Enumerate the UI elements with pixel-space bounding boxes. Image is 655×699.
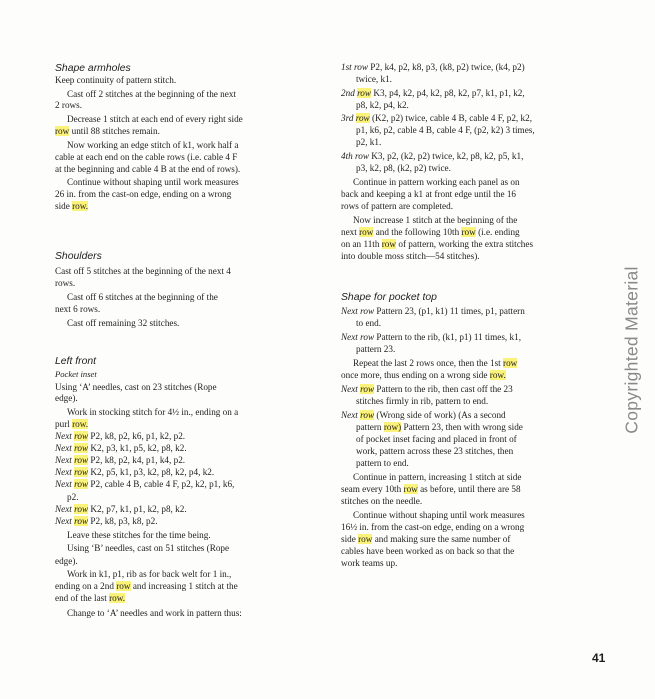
text-run: and making sure the same number of: [372, 534, 511, 544]
text-run: stitches on the needle.: [341, 496, 423, 506]
text-run: Cast off remaining 32 stitches.: [67, 318, 180, 328]
text-line: [356, 396, 488, 407]
text-line: [55, 593, 125, 604]
text-line: [356, 163, 451, 174]
text-run: back and keeping a k1 at front edge until the 16: [341, 189, 517, 199]
text-line: [341, 496, 422, 507]
text-run: Left front: [55, 356, 97, 367]
text-run: stitches firmly in rib, pattern to end.: [356, 396, 489, 406]
section-heading: [55, 63, 131, 74]
text-run: Now increase 1 stitch at the beginning of the: [353, 215, 518, 225]
text-line: [341, 88, 525, 99]
text-run: Pattern to the rib, then cast off the 23: [374, 384, 513, 394]
text-line: [356, 74, 392, 85]
text-run: edge).: [55, 556, 78, 566]
text-run: Leave these stitches for the time being.: [67, 530, 211, 540]
text-run: K3, p4, k2, p4, k2, p8, k2, p7, k1, p1, k2,: [371, 88, 525, 98]
highlighted-word: row: [357, 88, 372, 98]
text-line: [356, 422, 523, 433]
text-run: Change to ‘A’ needles and work in pattern thus:: [67, 608, 242, 618]
copyright-watermark: Copyrighted Material: [621, 266, 642, 434]
text-line: [67, 292, 218, 303]
text-line: [55, 189, 231, 200]
text-line: [55, 278, 75, 289]
text-run: purl: [55, 419, 73, 429]
text-line: [55, 382, 217, 393]
text-line: [356, 434, 517, 445]
highlighted-word: row: [461, 227, 476, 237]
text-run: Next: [341, 384, 361, 394]
highlighted-word: row: [381, 239, 397, 249]
text-run: p8, k2, p4, k2.: [356, 100, 409, 110]
text-line: [341, 484, 521, 495]
text-line: [356, 458, 409, 469]
text-line: [55, 443, 187, 454]
text-run: Using ‘A’ needles, cast on 23 stitches (Rope: [55, 382, 217, 392]
text-line: [341, 239, 533, 250]
text-line: [67, 608, 242, 619]
text-line: [353, 472, 521, 483]
text-run: Next: [55, 516, 75, 526]
text-run: Repeat the last 2 rows once, then the 1st: [353, 358, 504, 368]
text-line: [67, 407, 238, 418]
text-line: [55, 152, 237, 163]
highlighted-word: row: [74, 455, 89, 465]
highlighted-word: row: [55, 126, 70, 136]
text-run: 2nd: [341, 88, 358, 98]
text-run: of pattern, working the extra stitches: [396, 239, 534, 249]
text-run: 26 in. from the cast-on edge, ending on a wrong: [55, 189, 232, 199]
text-line: [55, 431, 185, 442]
text-run: side: [341, 534, 359, 544]
text-line: [55, 419, 88, 430]
highlighted-word: row: [74, 443, 89, 453]
text-run: pattern: [356, 422, 384, 432]
text-run: K2, p3, k1, p5, k2, p8, k2.: [88, 443, 187, 453]
text-run: K3, p2, (k2, p2) twice, k2, p8, k2, p5, k1,: [369, 151, 524, 161]
highlighted-word: row: [74, 516, 89, 526]
text-run: (i.e. ending: [475, 227, 520, 237]
highlighted-word: row: [74, 467, 89, 477]
text-run: Work in k1, p1, rib as for back welt for 1 in.,: [67, 569, 232, 579]
text-line: [356, 125, 535, 136]
text-line: [55, 75, 176, 86]
text-run: Next: [55, 443, 75, 453]
text-run: Using ‘B’ needles, cast on 51 stitches (Rope: [67, 543, 230, 553]
text-line: [55, 581, 238, 592]
text-line: [67, 318, 179, 329]
text-line: [67, 530, 211, 541]
text-run: Continue in pattern, increasing 1 stitch at side: [353, 472, 522, 482]
text-run: P2, k4, p2, k8, p3, (k8, p2) twice, (k4, p2): [367, 62, 525, 72]
text-run: Pattern to the rib, (k1, p1) 11 times, k1,: [374, 332, 521, 342]
text-run: P2, cable 4 B, cable 4 F, p2, k2, p1, k6,: [88, 479, 235, 489]
text-line: [341, 534, 510, 545]
text-run: Next: [341, 410, 361, 420]
text-line: [356, 446, 513, 457]
text-run: twice, k1.: [356, 74, 392, 84]
text-line: [341, 384, 513, 395]
text-run: Decrease 1 stitch at each end of every right side: [67, 114, 243, 124]
text-line: [55, 164, 240, 175]
text-run: of pocket inset facing and placed in front of: [356, 434, 517, 444]
text-line: [67, 492, 78, 503]
text-line: [55, 201, 88, 212]
text-run: next: [341, 227, 360, 237]
text-line: [341, 189, 516, 200]
page-number: 41: [592, 651, 606, 665]
text-run: Keep continuity of pattern stitch.: [55, 75, 177, 85]
highlighted-word: row.: [109, 593, 126, 603]
text-line: [356, 137, 381, 148]
highlighted-word: row: [360, 410, 375, 420]
text-run: Continue in pattern working each panel as on: [353, 177, 520, 187]
text-line: [55, 455, 185, 466]
text-line: [67, 569, 231, 580]
text-run: p2, k1.: [356, 137, 382, 147]
text-line: [356, 318, 381, 329]
section-heading: [55, 356, 96, 367]
text-run: Cast off 5 stitches at the beginning of the next 4: [55, 266, 231, 276]
highlighted-word: row): [383, 422, 402, 432]
text-run: Pocket inset: [55, 369, 97, 379]
text-run: on an 11th: [341, 239, 382, 249]
text-run: p3, k2, p8, (k2, p2) twice.: [356, 163, 451, 173]
text-run: and increasing 1 stitch at the: [130, 581, 238, 591]
text-run: Pattern 23, (p1, k1) 11 times, p1, pattern: [374, 306, 525, 316]
section-heading: [341, 292, 437, 303]
text-run: cables have been worked as on back so that the: [341, 546, 515, 556]
text-run: (Wrong side of work) (As a second: [374, 410, 506, 420]
text-run: Next: [55, 455, 75, 465]
text-run: Now working an edge stitch of k1, work half a: [67, 140, 239, 150]
text-line: [341, 522, 524, 533]
highlighted-word: row: [74, 479, 89, 489]
text-line: [55, 516, 158, 527]
text-run: to end.: [356, 318, 382, 328]
text-run: end of the last: [55, 593, 110, 603]
text-run: next 6 rows.: [55, 304, 101, 314]
text-line: [55, 100, 82, 111]
text-line: [55, 393, 78, 404]
text-run: cable at each end on the cable rows (i.e. cable 4 F: [55, 152, 238, 162]
text-run: into double moss stitch—54 stitches).: [341, 251, 480, 261]
text-line: [356, 100, 409, 111]
text-run: p1, k6, p2, cable 4 B, cable 4 F, (p2, k2) 3 times,: [356, 125, 535, 135]
text-run: Next row: [341, 332, 375, 342]
subsection-heading: [55, 369, 97, 380]
text-line: [353, 215, 517, 226]
text-run: Cast off 6 stitches at the beginning of the: [67, 292, 218, 302]
text-run: Next: [55, 504, 75, 514]
highlighted-word: row: [74, 431, 89, 441]
text-line: [341, 558, 397, 569]
text-run: Next row: [341, 306, 375, 316]
text-run: side: [55, 201, 73, 211]
text-run: Shape for pocket top: [341, 292, 437, 303]
text-run: Pattern 23, then with wrong side: [401, 422, 523, 432]
text-line: [67, 177, 239, 188]
text-line: [341, 201, 453, 212]
text-line: [341, 227, 520, 238]
text-line: [67, 543, 229, 554]
text-run: P2, k8, p2, k6, p1, k2, p2.: [88, 431, 186, 441]
text-line: [55, 304, 100, 315]
text-run: seam every 10th: [341, 484, 404, 494]
text-run: 3rd: [341, 113, 356, 123]
highlighted-word: row: [358, 534, 373, 544]
text-line: [341, 370, 506, 381]
text-run: 16½ in. from the cast-on edge, ending on a wrong: [341, 522, 525, 532]
text-line: [67, 140, 238, 151]
text-line: [55, 479, 234, 490]
text-run: ending on a 2nd: [55, 581, 117, 591]
text-run: P2, k8, p3, k8, p2.: [88, 516, 158, 526]
text-line: [341, 251, 480, 262]
text-line: [67, 114, 243, 125]
text-run: Next: [55, 467, 75, 477]
highlighted-word: row.: [489, 370, 506, 380]
text-line: [341, 62, 525, 73]
text-line: [55, 467, 214, 478]
highlighted-word: row: [359, 227, 374, 237]
text-line: [55, 556, 78, 567]
text-line: [341, 546, 514, 557]
text-run: Shoulders: [55, 251, 102, 262]
section-heading: [55, 251, 102, 262]
highlighted-word: row: [403, 484, 418, 494]
text-run: at the beginning and cable 4 B at the end of rows).: [55, 164, 241, 174]
text-run: rows.: [55, 278, 76, 288]
text-run: P2, k8, p2, k4, p1, k4, p2.: [88, 455, 186, 465]
text-run: Continue without shaping until work measures: [353, 510, 525, 520]
text-line: [55, 504, 187, 515]
text-line: [341, 113, 532, 124]
text-run: pattern 23.: [356, 344, 396, 354]
text-run: and the following 10th: [373, 227, 462, 237]
text-line: [55, 126, 160, 137]
text-run: p2.: [67, 492, 79, 502]
text-run: work, pattern across these 23 stitches, then: [356, 446, 514, 456]
text-run: Shape armholes: [55, 63, 131, 74]
text-run: Cast off 2 stitches at the beginning of the next: [67, 89, 236, 99]
text-line: [55, 266, 231, 277]
highlighted-word: row: [74, 504, 89, 514]
text-line: [341, 410, 506, 421]
text-run: Next: [55, 431, 75, 441]
text-run: (K2, p2) twice, cable 4 B, cable 4 F, p2, k2,: [369, 113, 532, 123]
text-run: work teams up.: [341, 558, 398, 568]
text-run: rows of pattern are completed.: [341, 201, 453, 211]
text-line: [341, 332, 521, 343]
text-run: as before, until there are 58: [417, 484, 521, 494]
highlighted-word: row.: [72, 419, 89, 429]
text-run: pattern to end.: [356, 458, 409, 468]
text-run: Continue without shaping until work measures: [67, 177, 239, 187]
text-run: edge).: [55, 393, 78, 403]
text-run: Work in stocking stitch for 4½ in., ending on a: [67, 407, 239, 417]
text-line: [341, 306, 525, 317]
text-run: K2, p7, k1, p1, k2, p8, k2.: [88, 504, 187, 514]
text-line: [67, 89, 236, 100]
text-run: 4th row: [341, 151, 369, 161]
highlighted-word: row: [503, 358, 518, 368]
text-line: [341, 151, 523, 162]
text-run: 2 rows.: [55, 100, 83, 110]
text-run: K2, p5, k1, p3, k2, p8, k2, p4, k2.: [88, 467, 215, 477]
highlighted-word: row: [355, 113, 370, 123]
highlighted-word: row.: [72, 201, 89, 211]
text-line: [353, 177, 520, 188]
text-run: once more, thus ending on a wrong side: [341, 370, 490, 380]
text-line: [356, 344, 395, 355]
text-line: [353, 510, 525, 521]
text-run: Next: [55, 479, 75, 489]
text-run: until 88 stitches remain.: [69, 126, 160, 136]
highlighted-word: row: [116, 581, 131, 591]
text-run: 1st row: [341, 62, 368, 72]
text-line: [353, 358, 517, 369]
highlighted-word: row: [360, 384, 375, 394]
